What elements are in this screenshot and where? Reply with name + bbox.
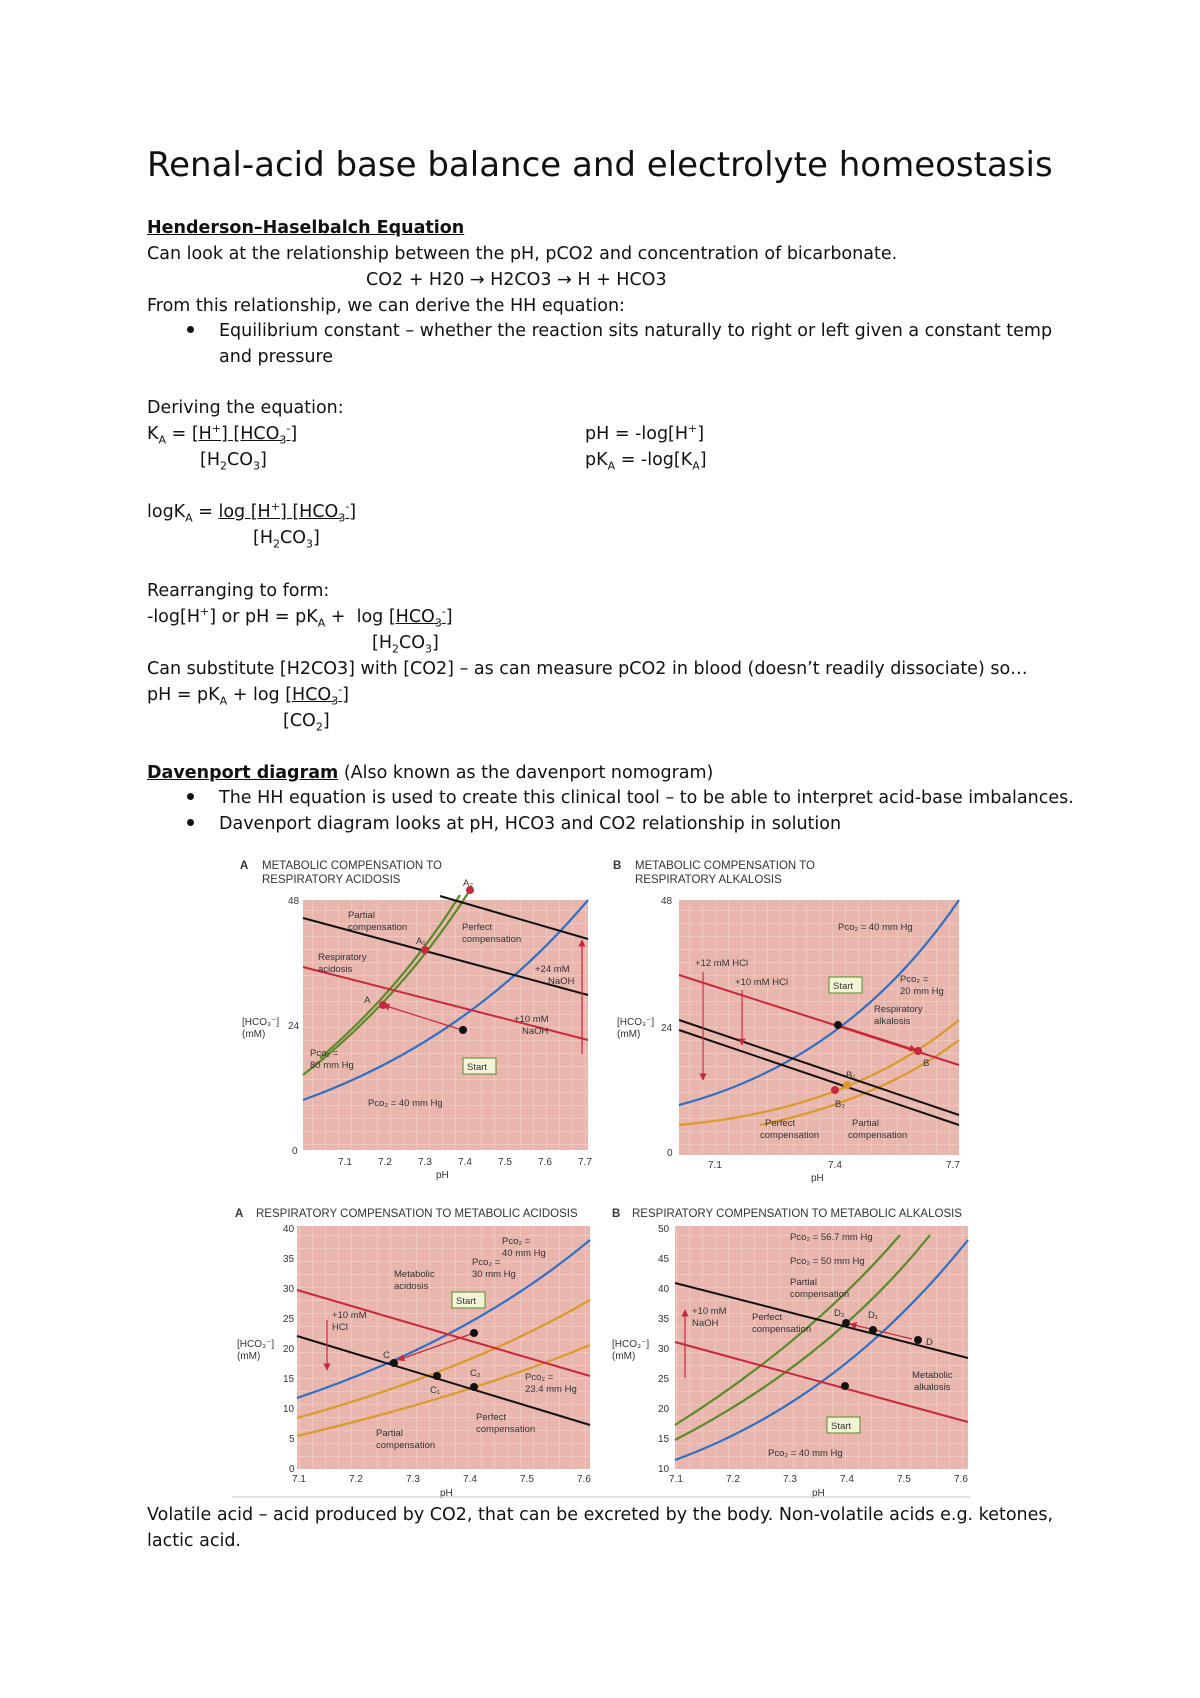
- ph-definition: pH = -log[H+]: [585, 422, 705, 444]
- rearranging-label: Rearranging to form:: [147, 581, 330, 601]
- figure-title: METABOLIC COMPENSATION TO: [635, 860, 815, 872]
- x-tick-label: 7.3: [418, 1157, 432, 1168]
- y-tick-label: 0: [289, 1464, 295, 1475]
- annotation: Pᴄᴏ₂ = 40 mm Hg: [368, 1098, 443, 1109]
- plot-area: [679, 900, 959, 1155]
- annotation: Metabolic: [394, 1269, 435, 1280]
- annotation: Perfect: [752, 1312, 783, 1323]
- x-tick-label: 7.7: [946, 1160, 960, 1171]
- y-tick-label: 0: [667, 1148, 673, 1159]
- davenport-bullet1: The HH equation is used to create this clinical tool – to be able to interpret acid-base imbalances.: [219, 788, 1074, 808]
- x-tick-label: 7.4: [828, 1160, 842, 1171]
- x-tick-label: 7.6: [577, 1474, 591, 1485]
- y-tick-label: 35: [658, 1314, 670, 1325]
- ka-equation: $K_A = [H^+]$ $[HCO_3^-]$: [147, 422, 298, 447]
- annotation: NaOH: [522, 1026, 549, 1037]
- y-tick-label: 25: [283, 1314, 295, 1325]
- plot-area: [297, 1226, 590, 1469]
- figure-title: RESPIRATORY COMPENSATION TO METABOLIC ACIDOSIS: [256, 1208, 578, 1220]
- x-tick-label: 7.2: [378, 1157, 392, 1168]
- figure-title: RESPIRATORY COMPENSATION TO METABOLIC ALKALOSIS: [632, 1208, 962, 1220]
- point-d2: [842, 1319, 850, 1327]
- start-point: [459, 1026, 467, 1034]
- start-label: Start: [456, 1296, 477, 1307]
- annotation: compensation: [752, 1324, 812, 1335]
- point-label: D₂: [834, 1308, 845, 1319]
- annotation: acidosis: [318, 964, 353, 975]
- x-tick-label: 7.5: [498, 1157, 512, 1168]
- y-tick-label: 15: [658, 1434, 670, 1445]
- x-tick-label: 7.4: [840, 1474, 854, 1485]
- figure-metabolic-comp-resp-alkalosis: [613, 860, 960, 1184]
- point-label: D₁: [868, 1310, 879, 1321]
- deriving-label: Deriving the equation:: [147, 398, 344, 418]
- figure-title: RESPIRATORY ACIDOSIS: [262, 874, 401, 886]
- annotation: compensation: [348, 922, 408, 933]
- annotation: Respiratory: [318, 952, 367, 963]
- annotation: HCl: [332, 1322, 348, 1333]
- point-label: A₁: [416, 936, 426, 947]
- point-label: B₁: [846, 1070, 856, 1081]
- annotation: compensation: [848, 1130, 908, 1141]
- figure-letter: B: [613, 860, 622, 872]
- annotation: NaOH: [548, 976, 575, 987]
- x-tick-label: 7.6: [538, 1157, 552, 1168]
- logka-denominator: $[H_2CO_3]$: [253, 528, 320, 551]
- annotation: Pᴄᴏ₂ = 50 mm Hg: [790, 1256, 865, 1267]
- start-point: [841, 1382, 849, 1390]
- x-axis-label: pH: [436, 1170, 449, 1181]
- y-tick-label: 10: [283, 1404, 295, 1415]
- annotation: compensation: [476, 1424, 536, 1435]
- point-label: D: [926, 1337, 933, 1348]
- ka-denominator: $[H_2CO_3]$: [200, 450, 267, 473]
- hh-line1: Can look at the relationship between the pH, pCO2 and concentration of bicarbonate.: [147, 244, 898, 264]
- x-tick-label: 7.4: [458, 1157, 472, 1168]
- y-axis-label: (mM): [237, 1351, 261, 1362]
- start-label: Start: [831, 1421, 852, 1432]
- annotation: 80 mm Hg: [310, 1060, 354, 1071]
- y-tick-label: 30: [283, 1284, 295, 1295]
- y-tick-label: 48: [288, 896, 300, 907]
- y-tick-label: 40: [283, 1224, 295, 1235]
- x-tick-label: 7.2: [349, 1474, 363, 1485]
- point-c: [390, 1359, 398, 1367]
- footer-line1: Volatile acid – acid produced by CO2, that can be excreted by the body. Non-volatile acids e.g. ketones,: [147, 1505, 1054, 1525]
- hh-heading: Henderson–Haselbalch Equation: [147, 218, 465, 238]
- x-tick-label: 7.2: [726, 1474, 740, 1485]
- annotation: Pᴄᴏ₂ =: [310, 1048, 339, 1059]
- davenport-bullet2: Davenport diagram looks at pH, HCO3 and CO2 relationship in solution: [219, 814, 842, 834]
- reaction-equation: CO2 + H20 → H2CO3 → H + HCO3: [366, 270, 667, 290]
- annotation: alkalosis: [874, 1016, 911, 1027]
- point-label: B: [923, 1058, 930, 1069]
- point-a1: [421, 946, 429, 954]
- point-label: C: [383, 1350, 390, 1361]
- point-a: [379, 1001, 387, 1009]
- substitute-line: Can substitute [H2CO3] with [CO2] – as can measure pCO2 in blood (doesn’t readily dissociate) so…: [147, 659, 1028, 679]
- annotation: 23.4 mm Hg: [525, 1384, 577, 1395]
- y-axis-label: [HCO₃⁻]: [242, 1017, 280, 1028]
- y-tick-label: 30: [658, 1344, 670, 1355]
- annotation: Respiratory: [874, 1004, 923, 1015]
- y-axis-label: [HCO₃⁻]: [617, 1017, 655, 1028]
- point-label: A₂: [463, 878, 474, 889]
- annotation: alkalosis: [914, 1382, 951, 1393]
- annotation: Pᴄᴏ₂ = 40 mm Hg: [838, 922, 913, 933]
- annotation: +10 mM: [692, 1306, 727, 1317]
- annotation: Perfect: [462, 922, 493, 933]
- hh-equation-2: pH = $pK_A + \log [HCO_3^-]$: [147, 683, 349, 708]
- x-axis-label: pH: [812, 1488, 825, 1499]
- x-tick-label: 7.1: [292, 1474, 306, 1485]
- footer-line2: lactic acid.: [147, 1531, 241, 1551]
- hh-equation-2-denominator: $[CO_2]$: [283, 711, 330, 734]
- x-tick-label: 7.5: [897, 1474, 911, 1485]
- annotation: +10 mM: [332, 1310, 367, 1321]
- y-tick-label: 15: [283, 1374, 295, 1385]
- annotation: +24 mM: [535, 964, 570, 975]
- x-tick-label: 7.4: [463, 1474, 477, 1485]
- annotation: 40 mm Hg: [502, 1248, 546, 1259]
- point-b1: [843, 1081, 851, 1089]
- annotation: Pᴄᴏ₂ = 40 mm Hg: [768, 1448, 843, 1459]
- logka-equation: logK$_A$ = log [H+] $[HCO_3^-]$: [147, 500, 357, 525]
- y-axis-label: [HCO₃⁻]: [612, 1339, 650, 1350]
- y-tick-label: 35: [283, 1254, 295, 1265]
- annotation: Partial: [852, 1118, 879, 1129]
- y-tick-label: 24: [661, 1023, 673, 1034]
- x-tick-label: 7.1: [338, 1157, 352, 1168]
- y-axis-label: [HCO₃⁻]: [237, 1339, 275, 1350]
- annotation: Pᴄᴏ₂ =: [900, 974, 929, 985]
- figure-letter: A: [240, 860, 249, 872]
- annotation: 20 mm Hg: [900, 986, 944, 997]
- page-title: Renal-acid base balance and electrolyte homeostasis: [147, 145, 1053, 185]
- y-tick-label: 20: [283, 1344, 295, 1355]
- annotation: compensation: [462, 934, 522, 945]
- annotation: NaOH: [692, 1318, 719, 1329]
- start-label: Start: [833, 981, 854, 992]
- point-c1: [433, 1372, 441, 1380]
- y-tick-label: 45: [658, 1254, 670, 1265]
- y-tick-label: 0: [292, 1146, 298, 1157]
- y-axis-label: (mM): [612, 1351, 636, 1362]
- figure-metabolic-comp-resp-acidosis: [240, 860, 592, 1181]
- annotation: compensation: [760, 1130, 820, 1141]
- x-tick-label: 7.3: [406, 1474, 420, 1485]
- x-tick-label: 7.1: [708, 1160, 722, 1171]
- y-axis-label: (mM): [617, 1029, 641, 1040]
- point-label: A: [364, 995, 371, 1006]
- x-tick-label: 7.1: [669, 1474, 683, 1485]
- x-tick-label: 7.7: [578, 1157, 592, 1168]
- annotation: Metabolic: [912, 1370, 953, 1381]
- annotation: Pᴄᴏ₂ = 56.7 mm Hg: [790, 1232, 873, 1243]
- x-tick-label: 7.6: [954, 1474, 968, 1485]
- y-tick-label: 40: [658, 1284, 670, 1295]
- annotation: Partial: [348, 910, 375, 921]
- annotation: Pᴄᴏ₂ =: [502, 1236, 531, 1247]
- hh-bullet1b: and pressure: [219, 347, 334, 367]
- figure-title: METABOLIC COMPENSATION TO: [262, 860, 442, 872]
- y-tick-label: 20: [658, 1404, 670, 1415]
- point-d: [914, 1336, 922, 1344]
- hh-line2: From this relationship, we can derive the HH equation:: [147, 296, 625, 316]
- start-point: [470, 1329, 478, 1337]
- y-tick-label: 10: [658, 1464, 670, 1475]
- annotation: +10 mM: [514, 1014, 549, 1025]
- point-label: B₂: [835, 1099, 846, 1110]
- pka-definition: $pK_A = -\log[K_A]$: [585, 450, 707, 473]
- annotation: +10 mM HCl: [735, 977, 789, 988]
- hh-bullet1a: Equilibrium constant – whether the reaction sits naturally to right or left given a constant temp: [219, 321, 1053, 341]
- start-point: [834, 1021, 842, 1029]
- figure-letter: A: [235, 1208, 244, 1220]
- point-c2: [470, 1383, 478, 1391]
- annotation: Pᴄᴏ₂ =: [472, 1257, 501, 1268]
- figure-resp-comp-metabolic-acidosis: [235, 1208, 591, 1499]
- annotation: Perfect: [476, 1412, 507, 1423]
- point-label: C₁: [430, 1385, 441, 1396]
- annotation: compensation: [376, 1440, 436, 1451]
- hh-equation-1-denominator: $[H_2CO_3]$: [372, 633, 439, 656]
- davenport-aside: (Also known as the davenport nomogram): [338, 763, 714, 783]
- y-tick-label: 50: [658, 1224, 670, 1235]
- annotation: 30 mm Hg: [472, 1269, 516, 1280]
- y-tick-label: 24: [288, 1021, 300, 1032]
- annotation: Pᴄᴏ₂ =: [525, 1372, 554, 1383]
- annotation: acidosis: [394, 1281, 429, 1292]
- x-tick-label: 7.5: [520, 1474, 534, 1485]
- davenport-heading: Davenport diagram: [147, 763, 339, 783]
- x-axis-label: pH: [811, 1173, 824, 1184]
- x-tick-label: 7.3: [783, 1474, 797, 1485]
- annotation: Perfect: [765, 1118, 796, 1129]
- annotation: Partial: [790, 1277, 817, 1288]
- annotation: +12 mM HCl: [695, 958, 749, 969]
- start-label: Start: [467, 1062, 488, 1073]
- y-tick-label: 5: [289, 1434, 295, 1445]
- point-d1: [869, 1326, 877, 1334]
- figure-title: RESPIRATORY ALKALOSIS: [635, 874, 782, 886]
- annotation: compensation: [790, 1289, 850, 1300]
- point-b2: [831, 1086, 839, 1094]
- figure-letter: B: [612, 1208, 621, 1220]
- point-label: C₂: [470, 1368, 481, 1379]
- x-axis-label: pH: [440, 1488, 453, 1499]
- y-axis-label: (mM): [242, 1029, 266, 1040]
- annotation: Partial: [376, 1428, 403, 1439]
- figure-resp-comp-metabolic-alkalosis: [612, 1208, 968, 1499]
- hh-equation-1: -log[H+] or pH = $pK_A + \log [HCO_3^-]$: [147, 605, 453, 630]
- point-b: [914, 1047, 922, 1055]
- y-tick-label: 25: [658, 1374, 670, 1385]
- y-tick-label: 48: [661, 896, 673, 907]
